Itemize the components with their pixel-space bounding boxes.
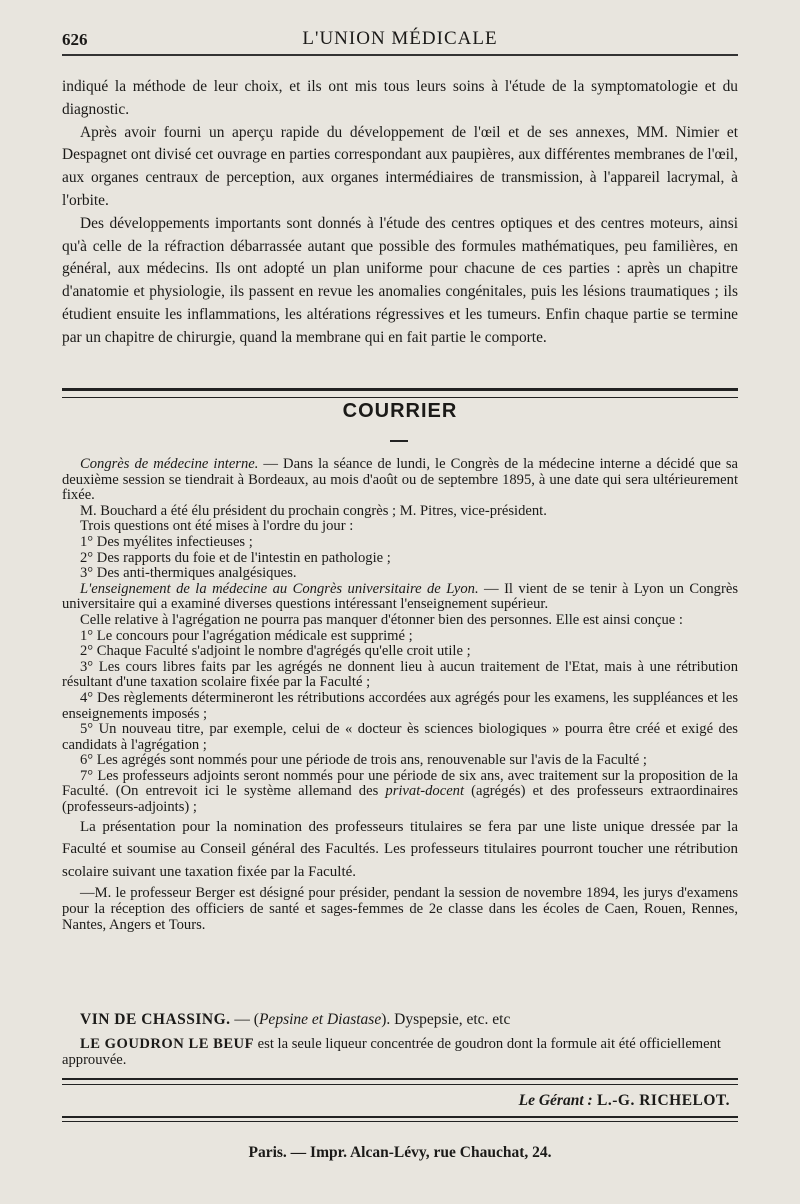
advertisement-goudron: LE GOUDRON LE BEUF est la seule liqueur concentrée de goudron dont la formule ait été officiellement approuvée. <box>62 1036 721 1068</box>
courrier-section <box>62 457 738 933</box>
header-rule <box>62 54 738 56</box>
review-paragraph: indiqué la méthode de leur choix, et ils ont mis tous leurs soins à l'étude de la symptomatologie et du diagnostic. <box>62 78 738 118</box>
title-dash <box>390 440 408 442</box>
gerant-signature: Le Gérant : L.-G. RICHELOT. <box>518 1092 730 1109</box>
list-item: 3° Des anti-thermiques analgésiques. <box>80 565 297 582</box>
list-item: 7° Les professeurs adjoints seront nommés pour une période de six ans, avec traitement sur la proposition de la Faculté. (On entrevoit ici le système allemand des privat-docent (agrégés) et des professeurs extraordinaires (professeurs-adjoints) ; <box>62 767 739 816</box>
list-item: 5° Un nouveau titre, par exemple, celui de « docteur ès sciences biologiques » pourra être créé et exigé des candidats à l'agrégation ; <box>62 721 738 753</box>
section-divider <box>62 388 738 398</box>
advertisement-vin: VIN DE CHASSING. — (Pepsine et Diastase). Dyspepsie, etc. etc <box>80 1011 511 1028</box>
ad-product-name: LE GOUDRON LE BEUF <box>80 1036 255 1052</box>
list-item: 4° Des règlements détermineront les rétributions accordées aux agrégés pour les examens, les suppléances et les enseignements imposés ; <box>62 689 738 722</box>
printer-imprint: Paris. — Impr. Alcan-Lévy, rue Chauchat, 24. <box>248 1144 552 1161</box>
news-paragraph: L'enseignement de la médecine au Congrès universitaire de Lyon. — Il vient de se tenir à Lyon un Congrès universitaire qui a examiné diverses questions intéressant l'enseignement supérieur. <box>62 580 738 613</box>
review-paragraph: Des développements importants sont donnés à l'étude des centres optiques et des centres moteurs, ainsi qu'à celle de la réfraction débarrassée autant que possible des formules mathématiques, peu familières, en général, aux médecins. Ils ont adopté un plan uniforme pour chacune de ces parties : après un chapitre d'anatomie et physiologie, ils passent en revue les anomalies congénitales, puis les lésions traumatiques ; ils étudient ensuite les inflammations, les altérations régressives et les tumeurs. Enfin chaque partie se termine par un chapitre de chirurgie, quand la membrane qui en fait partie le comporte. <box>62 214 738 346</box>
list-item: 1° Des myélites infectieuses ; <box>80 533 253 550</box>
list-item: 6° Les agrégés sont nommés pour une période de trois ans, renouvenable sur l'avis de la Faculté ; <box>80 752 647 769</box>
list-item: 2° Chaque Faculté s'adjoint le nombre d'agrégés qu'elle croit utile ; <box>80 643 471 660</box>
news-heading: L'enseignement de la médecine au Congrès universitaire de Lyon. <box>80 580 479 597</box>
news-paragraph: La présentation pour la nomination des professeurs titulaires se fera par une liste unique dressée par la Faculté et soumise au Conseil général des Facultés. Les professeurs titulaires pourront toucher une rétribution scolaire suivant une taxation fixée par la Faculté. <box>62 818 738 880</box>
footer-rule <box>62 1078 738 1080</box>
news-heading: Congrès de médecine interne. <box>80 456 259 472</box>
section-title: COURRIER <box>342 400 458 422</box>
list-item: 2° Des rapports du foie et de l'intestin en pathologie ; <box>80 549 391 566</box>
page-number: 626 <box>62 30 88 49</box>
list-item: 1° Le concours pour l'agrégation médicale est supprimé ; <box>80 627 413 644</box>
book-review-text <box>62 76 738 350</box>
news-paragraph: Trois questions ont été mises à l'ordre du jour : <box>80 518 354 535</box>
news-paragraph: Celle relative à l'agrégation ne pourra pas manquer d'étonner bien des personnes. Elle est ainsi conçue : <box>80 611 683 628</box>
ad-product-name: VIN DE CHASSING. <box>80 1011 231 1028</box>
news-paragraph: M. Bouchard a été élu président du prochain congrès ; M. Pitres, vice-président. <box>80 502 547 519</box>
review-paragraph: Après avoir fourni un aperçu rapide du développement de l'œil et de ses annexes, MM. Nimier et Despagnet ont divisé cet ouvrage en parties correspondant aux paupières, aux différentes membranes de l'œil, aux organes centraux de perception, aux organes intermédiaires de transmission, à l'appareil lacrymal, à l'orbite. <box>62 123 738 209</box>
footer-rule <box>62 1121 738 1122</box>
footer-rule <box>62 1116 738 1118</box>
news-paragraph: —M. le professeur Berger est désigné pour présider, pendant la session de novembre 1894, les jurys d'examens pour la réception des officiers de santé et sages-femmes de 2e classe dans les écoles de Caen, Rouen, Rennes, Nantes, Angers et Tours. <box>62 885 738 933</box>
news-paragraph: Congrès de médecine interne. — Dans la séance de lundi, le Congrès de la médecine interne a décidé que sa deuxième session se tiendrait à Bordeaux, au mois d'août ou de septembre 1895, à une date qui sera ultérieurement fixée. <box>62 456 738 504</box>
page-header <box>62 24 738 54</box>
list-item: 3° Les cours libres faits par les agrégés ne donnent lieu à aucun traitement de l'Etat, mais à une rétribution résultant d'une taxation scolaire fixée par la Faculté ; <box>62 658 738 691</box>
footer-rule <box>62 1084 738 1085</box>
journal-title: L'UNION MÉDICALE <box>302 28 498 49</box>
